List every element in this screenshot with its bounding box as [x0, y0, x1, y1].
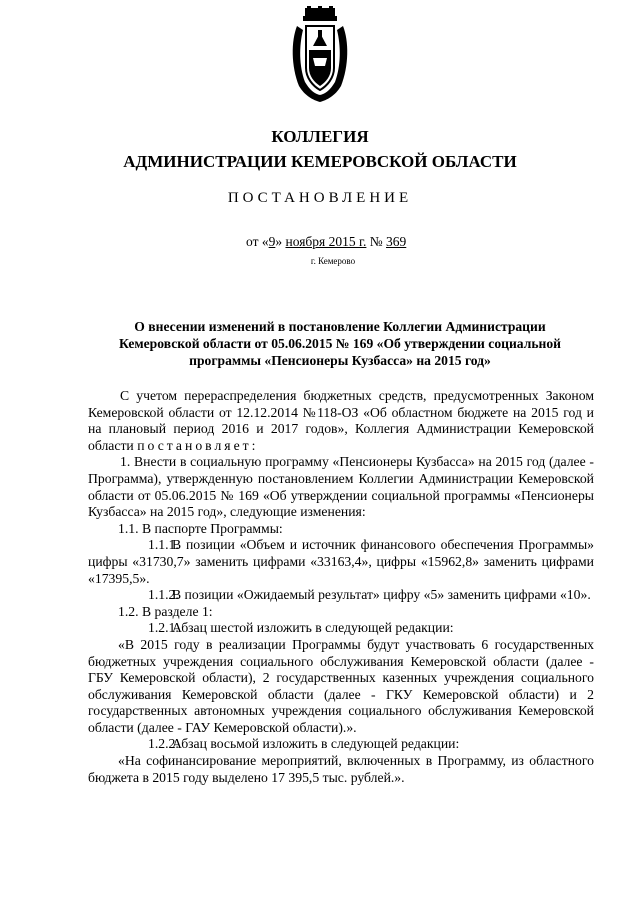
document-title [100, 318, 580, 369]
intro-resolves: постановляет: [137, 437, 259, 453]
item-number: 1.1.2. [148, 587, 179, 603]
title-line-3: программы «Пенсионеры Кузбасса» на 2015 год» [189, 353, 491, 368]
quote-paragraph-2: «На софинансирование мероприятий, включенных в Программу, из областного бюджета в 2015 году выделено 17 395,5 тыс. рублей.». [88, 753, 594, 785]
paragraph-1-1: 1.1. В паспорте Программы: [118, 520, 283, 536]
paragraph-1: 1. Внести в социальную программу «Пенсионеры Кузбасса» на 2015 год (далее - Программа), утвержденную постановлением Коллегии Администрации Кемеровской области от 05.06.2015 № 169 «Об утверждении социальной программы «Пенсионеры Кузбасса» на 2015 год», следующие изменения: [88, 454, 594, 520]
quote-paragraph-1: «В 2015 году в реализации Программы будут участвовать 6 государственных бюджетных учреждения социального обслуживания Кемеровской области (далее - ГБУ Кемеровской области), 2 государственных казенных учреждения социального обслуживания Кемеровской области (далее - ГКУ Кемеровской области) и 2 государственных автономных учреждения социального обслуживания Кемеровской области (далее - ГАУ Кемеровской области).». [88, 636, 594, 735]
intro-text: С учетом перераспределения бюджетных средств, предусмотренных Законом Кемеровской области от 12.12.2014 №118-ОЗ «Об областном бюджете на 2015 год и на плановый период 2016 и 2017 годов», Коллегия Администрации Кемеровской области [88, 388, 594, 453]
paragraph-1-2-1 [88, 620, 594, 637]
document-body [88, 388, 594, 786]
city-label: г. Кемерово [310, 256, 356, 266]
paragraph-1-1-2 [88, 587, 594, 604]
item-text: В позиции «Ожидаемый результат» цифру «5» заменить цифрами «10». [172, 587, 591, 603]
item-number: 1.1.1. [148, 537, 179, 553]
date-number-line [246, 234, 406, 250]
title-line-2: Кемеровской области от 05.06.2015 № 169 «Об утверждении социальной [119, 336, 561, 351]
item-text: Абзац шестой изложить в следующей редакции: [172, 620, 454, 636]
org-line-1: КОЛЛЕГИЯ [271, 127, 369, 146]
item-number: 1.2.2. [148, 736, 179, 752]
document-type: ПОСТАНОВЛЕНИЕ [227, 190, 413, 206]
coat-of-arms-icon [291, 6, 349, 104]
org-line-2: АДМИНИСТРАЦИИ КЕМЕРОВСКОЙ ОБЛАСТИ [123, 152, 517, 171]
date-mid: » [275, 234, 283, 249]
item-text: Абзац восьмой изложить в следующей редакции: [172, 736, 460, 752]
item-number: 1.2.1. [148, 620, 179, 636]
document-number: 369 [386, 234, 407, 249]
date-day: 9 [268, 234, 276, 249]
item-text: В позиции «Объем и источник финансового обеспечения Программы» цифры «31730,7» заменить цифрами «33163,4», цифры «15962,8» заменить цифрами «17395,5». [88, 537, 594, 586]
intro-paragraph [88, 388, 594, 454]
number-label: № [369, 234, 383, 249]
paragraph-1-2-2 [88, 736, 594, 753]
date-month-year: ноября 2015 г. [285, 234, 367, 249]
paragraph-1-2: 1.2. В разделе 1: [118, 603, 213, 619]
date-prefix: от « [246, 234, 269, 249]
title-line-1: О внесении изменений в постановление Коллегии Администрации [134, 319, 546, 334]
paragraph-1-1-1 [88, 537, 594, 587]
